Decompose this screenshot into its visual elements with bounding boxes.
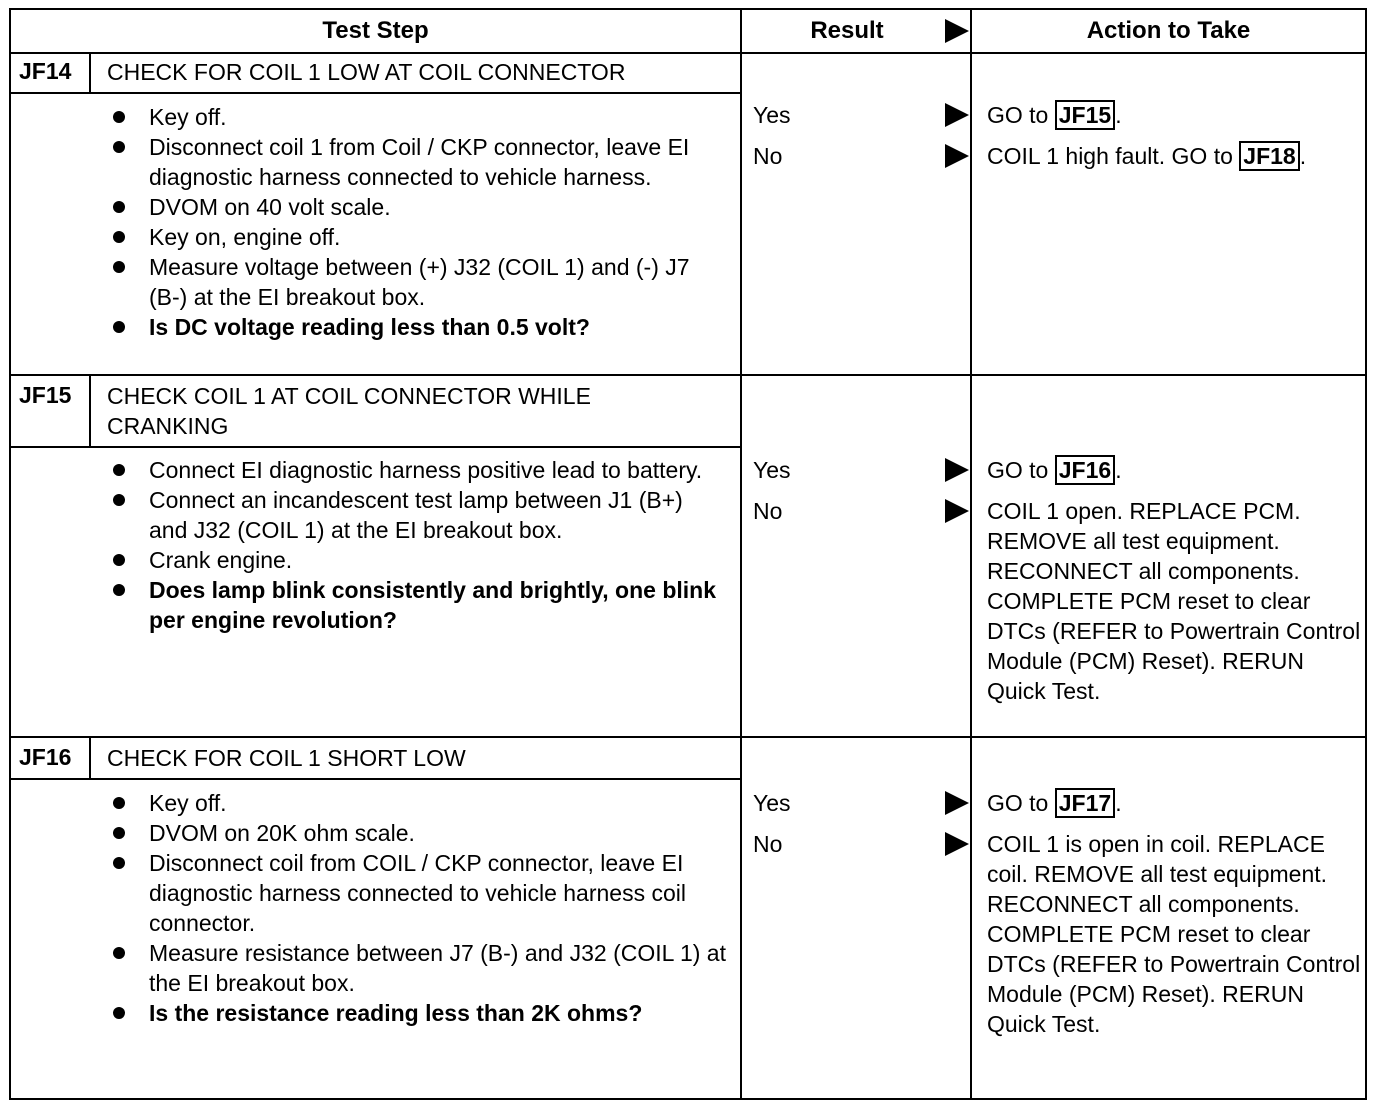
bullet-item: DVOM on 20K ohm scale.: [107, 818, 727, 848]
header-result: Result: [810, 17, 884, 44]
result-no: No: [753, 498, 783, 524]
step-title-row: [11, 738, 740, 780]
step-bullets: [107, 788, 727, 1028]
bullet-item: Disconnect coil 1 from Coil / CKP connector, leave EI diagnostic harness connected to vehicle harness.: [107, 132, 727, 192]
action-no: COIL 1 open. REPLACE PCM. REMOVE all test equipment. RECONNECT all components. COMPLETE PCM reset to clear DTCs (REFER to Powertrain Control Module (PCM) Reset). RERUN Quick Test.: [987, 498, 1361, 704]
header-test-step: Test Step: [322, 17, 429, 44]
step-id: JF16: [11, 738, 91, 778]
action-no: COIL 1 is open in coil. REPLACE coil. REMOVE all test equipment. RECONNECT all components. COMPLETE PCM reset to clear DTCs (REFER to Powertrain Control Module (PCM) Reset). RERUN Quick Test.: [987, 831, 1361, 1037]
bullet-item: Disconnect coil from COIL / CKP connector, leave EI diagnostic harness connected to vehicle harness coil connector.: [107, 848, 727, 938]
arrow-no-icon: [945, 832, 969, 856]
step-jf16: [11, 736, 1365, 1100]
step-bullets: [107, 102, 727, 342]
arrow-yes-icon: [945, 103, 969, 127]
result-yes: Yes: [753, 457, 791, 483]
action-no: COIL 1 high fault. GO to JF18 .: [987, 143, 1307, 169]
result-no: No: [753, 831, 783, 857]
step-id: JF14: [11, 52, 91, 92]
result-yes: Yes: [753, 102, 791, 128]
step-title-row: [11, 52, 740, 94]
arrow-yes-icon: [945, 458, 969, 482]
header-action: Action to Take: [1086, 17, 1251, 44]
bullet-item: Connect an incandescent test lamp between J1 (B+) and J32 (COIL 1) at the EI breakout box.: [107, 485, 727, 545]
step-jf14: [11, 52, 1365, 374]
bullet-item: Key off.: [107, 788, 727, 818]
bullet-item: Measure voltage between (+) J32 (COIL 1) and (-) J7 (B-) at the EI breakout box.: [107, 252, 727, 312]
result-yes: Yes: [753, 790, 791, 816]
step-id: JF15: [11, 376, 91, 446]
step-title: CHECK FOR COIL 1 LOW AT COIL CONNECTOR: [107, 59, 626, 85]
step-ref-link[interactable]: JF15: [1055, 100, 1115, 130]
bullet-item: Connect EI diagnostic harness positive lead to battery.: [107, 455, 727, 485]
bullet-item: DVOM on 40 volt scale.: [107, 192, 727, 222]
step-ref-link[interactable]: JF16: [1055, 455, 1115, 485]
bullet-item: Key on, engine off.: [107, 222, 727, 252]
bullet-item: Key off.: [107, 102, 727, 132]
action-yes: GO to JF16 .: [987, 457, 1122, 483]
step-ref-link[interactable]: JF17: [1055, 788, 1115, 818]
header-arrow-icon: [945, 19, 969, 43]
bullet-question: Does lamp blink consistently and brightly, one blink per engine revolution?: [107, 575, 727, 635]
step-bullets: [107, 455, 727, 635]
diagnostic-table: [9, 8, 1367, 1100]
step-title: CHECK COIL 1 AT COIL CONNECTOR WHILE CRANKING: [107, 383, 591, 439]
bullet-item: Measure resistance between J7 (B-) and J32 (COIL 1) at the EI breakout box.: [107, 938, 727, 998]
arrow-no-icon: [945, 499, 969, 523]
step-title: CHECK FOR COIL 1 SHORT LOW: [107, 745, 466, 771]
result-no: No: [753, 143, 783, 169]
action-yes: GO to JF17 .: [987, 790, 1122, 816]
step-jf15: [11, 374, 1365, 738]
step-ref-link[interactable]: JF18: [1239, 141, 1299, 171]
bullet-question: Is DC voltage reading less than 0.5 volt?: [107, 312, 727, 342]
arrow-yes-icon: [945, 791, 969, 815]
step-title-row: [11, 376, 740, 448]
table-header: [11, 10, 1365, 54]
bullet-item: Crank engine.: [107, 545, 727, 575]
action-yes: GO to JF15 .: [987, 102, 1122, 128]
bullet-question: Is the resistance reading less than 2K ohms?: [107, 998, 727, 1028]
arrow-no-icon: [945, 144, 969, 168]
